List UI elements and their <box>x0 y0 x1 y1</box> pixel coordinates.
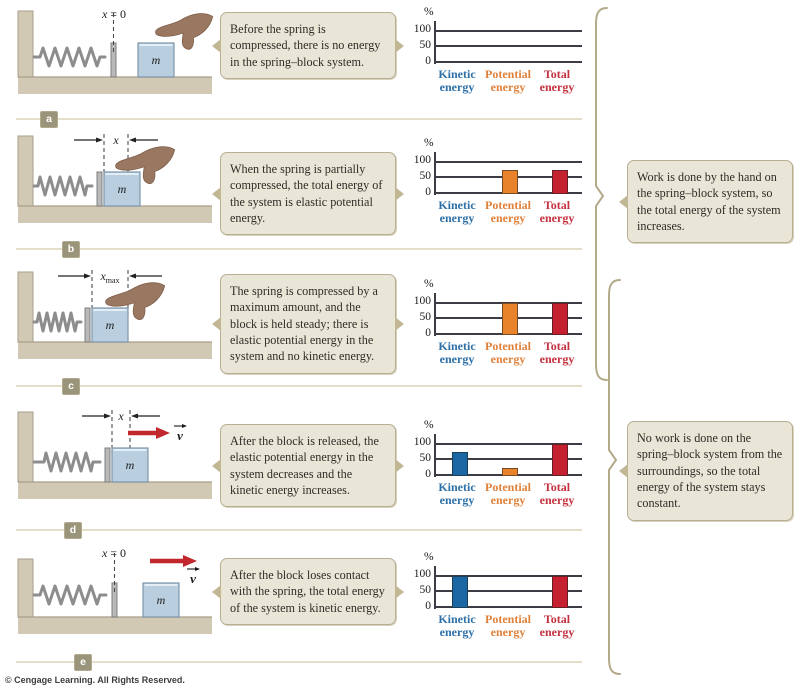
kinetic-label: Kinetic energy <box>438 612 476 640</box>
callout-pointer-right <box>395 317 404 331</box>
tick-50: 50 <box>419 39 431 51</box>
tick-50: 50 <box>419 452 431 464</box>
total-label: Total energy <box>539 339 575 367</box>
tick-100: 100 <box>413 23 431 35</box>
wall <box>18 412 33 482</box>
copyright-notice: © Cengage Learning. All Rights Reserved. <box>5 675 185 685</box>
callout-pointer-left <box>212 39 221 53</box>
total-bar <box>552 576 568 608</box>
total-bar <box>552 170 568 194</box>
spring <box>34 453 100 471</box>
energy-chart-b <box>410 139 588 239</box>
separator-c <box>16 385 582 387</box>
separator-a <box>16 118 582 120</box>
potential-bar <box>502 303 518 335</box>
badge-e: e <box>74 654 92 671</box>
plot-area <box>434 30 582 63</box>
separator-d <box>16 529 582 531</box>
callout-b-text: When the spring is partially compressed, the total energy of the system is elastic potential energy. <box>230 162 383 226</box>
callout-e <box>220 558 396 625</box>
total-label: Total energy <box>539 480 575 508</box>
diagram-e <box>0 545 215 663</box>
mass-label: m <box>117 182 127 196</box>
plot-area <box>434 575 582 608</box>
mass-label: m <box>151 53 161 67</box>
spring <box>34 586 106 604</box>
total-bar <box>552 444 568 476</box>
mass-label: m <box>125 458 135 472</box>
floor <box>18 77 212 94</box>
percent-axis-label: % <box>424 137 434 149</box>
total-label: Total energy <box>539 67 575 95</box>
side-note-work-done-text: Work is done by the hand on the spring–block system, so the total energy of the system increases. <box>637 170 781 234</box>
badge-c: c <box>62 378 80 395</box>
callout-c-text: The spring is compressed by a maximum amount, and the block is held steady; there is elastic potential energy in the system and no kinetic energy. <box>230 284 378 364</box>
wall <box>18 136 33 206</box>
tick-0: 0 <box>425 55 431 67</box>
spring <box>34 177 92 195</box>
tick-0: 0 <box>425 600 431 612</box>
tick-50: 50 <box>419 170 431 182</box>
energy-chart-d <box>410 421 588 521</box>
badge-a: a <box>40 111 58 128</box>
callout-pointer-left <box>212 187 221 201</box>
floor <box>18 617 212 634</box>
wall <box>18 272 33 342</box>
brace-rows-de <box>599 278 629 678</box>
spring-end-plate <box>85 308 90 342</box>
energy-chart-a <box>410 8 588 108</box>
displacement-max-label: $x_{max}$ <box>100 269 120 285</box>
callout-pointer-left <box>212 459 221 473</box>
potential-label: Potential energy <box>485 67 531 95</box>
tick-0: 0 <box>425 327 431 339</box>
mass-label: m <box>156 593 166 607</box>
spring-end-plate <box>105 448 110 482</box>
note-pointer-left <box>619 464 628 478</box>
position-label: x = 0 <box>101 7 127 21</box>
energy-chart-c <box>410 280 588 380</box>
percent-axis-label: % <box>424 419 434 431</box>
separator-e <box>16 661 582 663</box>
side-note-work-done <box>627 160 793 243</box>
wall <box>18 559 33 617</box>
total-label: Total energy <box>539 612 575 640</box>
callout-pointer-right <box>395 459 404 473</box>
potential-bar <box>502 468 518 476</box>
spring <box>34 48 105 66</box>
potential-label: Potential energy <box>485 480 531 508</box>
floor <box>18 206 212 223</box>
floor <box>18 482 212 499</box>
displacement-label: x <box>113 133 119 147</box>
callout-e-text: After the block loses contact with the spring, the total energy of the system is kinetic energy. <box>230 568 385 615</box>
potential-label: Potential energy <box>485 339 531 367</box>
callout-a <box>220 12 396 79</box>
kinetic-bar <box>452 576 468 608</box>
spring <box>34 313 81 331</box>
callout-d <box>220 424 396 507</box>
wall <box>18 11 33 77</box>
plot-area <box>434 443 582 476</box>
potential-bar <box>502 170 518 194</box>
side-note-no-work <box>627 421 793 521</box>
total-label: Total energy <box>539 198 575 226</box>
percent-axis-label: % <box>424 551 434 563</box>
displacement-label: x <box>118 409 124 423</box>
tick-100: 100 <box>413 154 431 166</box>
note-pointer-left <box>619 195 628 209</box>
plot-area <box>434 302 582 335</box>
badge-d: d <box>64 522 82 539</box>
diagram-d <box>0 400 215 520</box>
tick-0: 0 <box>425 468 431 480</box>
callout-b <box>220 152 396 235</box>
callout-pointer-right <box>395 585 404 599</box>
velocity-label: v <box>190 571 196 586</box>
potential-label: Potential energy <box>485 612 531 640</box>
callout-pointer-right <box>395 39 404 53</box>
tick-50: 50 <box>419 584 431 596</box>
potential-label: Potential energy <box>485 198 531 226</box>
callout-pointer-left <box>212 317 221 331</box>
kinetic-label: Kinetic energy <box>438 339 476 367</box>
callout-d-text: After the block is released, the elastic potential energy in the system decreases and the kinetic energy increases. <box>230 434 379 498</box>
floor <box>18 342 212 359</box>
badge-b: b <box>62 241 80 258</box>
tick-100: 100 <box>413 295 431 307</box>
diagram-a <box>0 5 215 110</box>
callout-pointer-left <box>212 585 221 599</box>
separator-b <box>16 248 582 250</box>
callout-a-text: Before the spring is compressed, there is no energy in the spring–block system. <box>230 22 381 69</box>
mass-label: m <box>105 318 115 332</box>
side-note-no-work-text: No work is done on the spring–block system from the surroundings, so the total energy of the system stays constant. <box>637 431 783 511</box>
kinetic-label: Kinetic energy <box>438 67 476 95</box>
energy-chart-e <box>410 553 588 653</box>
kinetic-label: Kinetic energy <box>438 198 476 226</box>
percent-axis-label: % <box>424 6 434 18</box>
velocity-label: v <box>177 428 183 443</box>
position-label: x = 0 <box>101 546 127 560</box>
total-bar <box>552 303 568 335</box>
kinetic-label: Kinetic energy <box>438 480 476 508</box>
tick-0: 0 <box>425 186 431 198</box>
diagram-c <box>0 262 215 378</box>
callout-c <box>220 274 396 374</box>
kinetic-bar <box>452 452 468 476</box>
callout-pointer-right <box>395 187 404 201</box>
tick-100: 100 <box>413 436 431 448</box>
plot-area <box>434 161 582 194</box>
percent-axis-label: % <box>424 278 434 290</box>
tick-100: 100 <box>413 568 431 580</box>
spring-end-plate <box>97 172 102 206</box>
tick-50: 50 <box>419 311 431 323</box>
diagram-b <box>0 128 215 240</box>
